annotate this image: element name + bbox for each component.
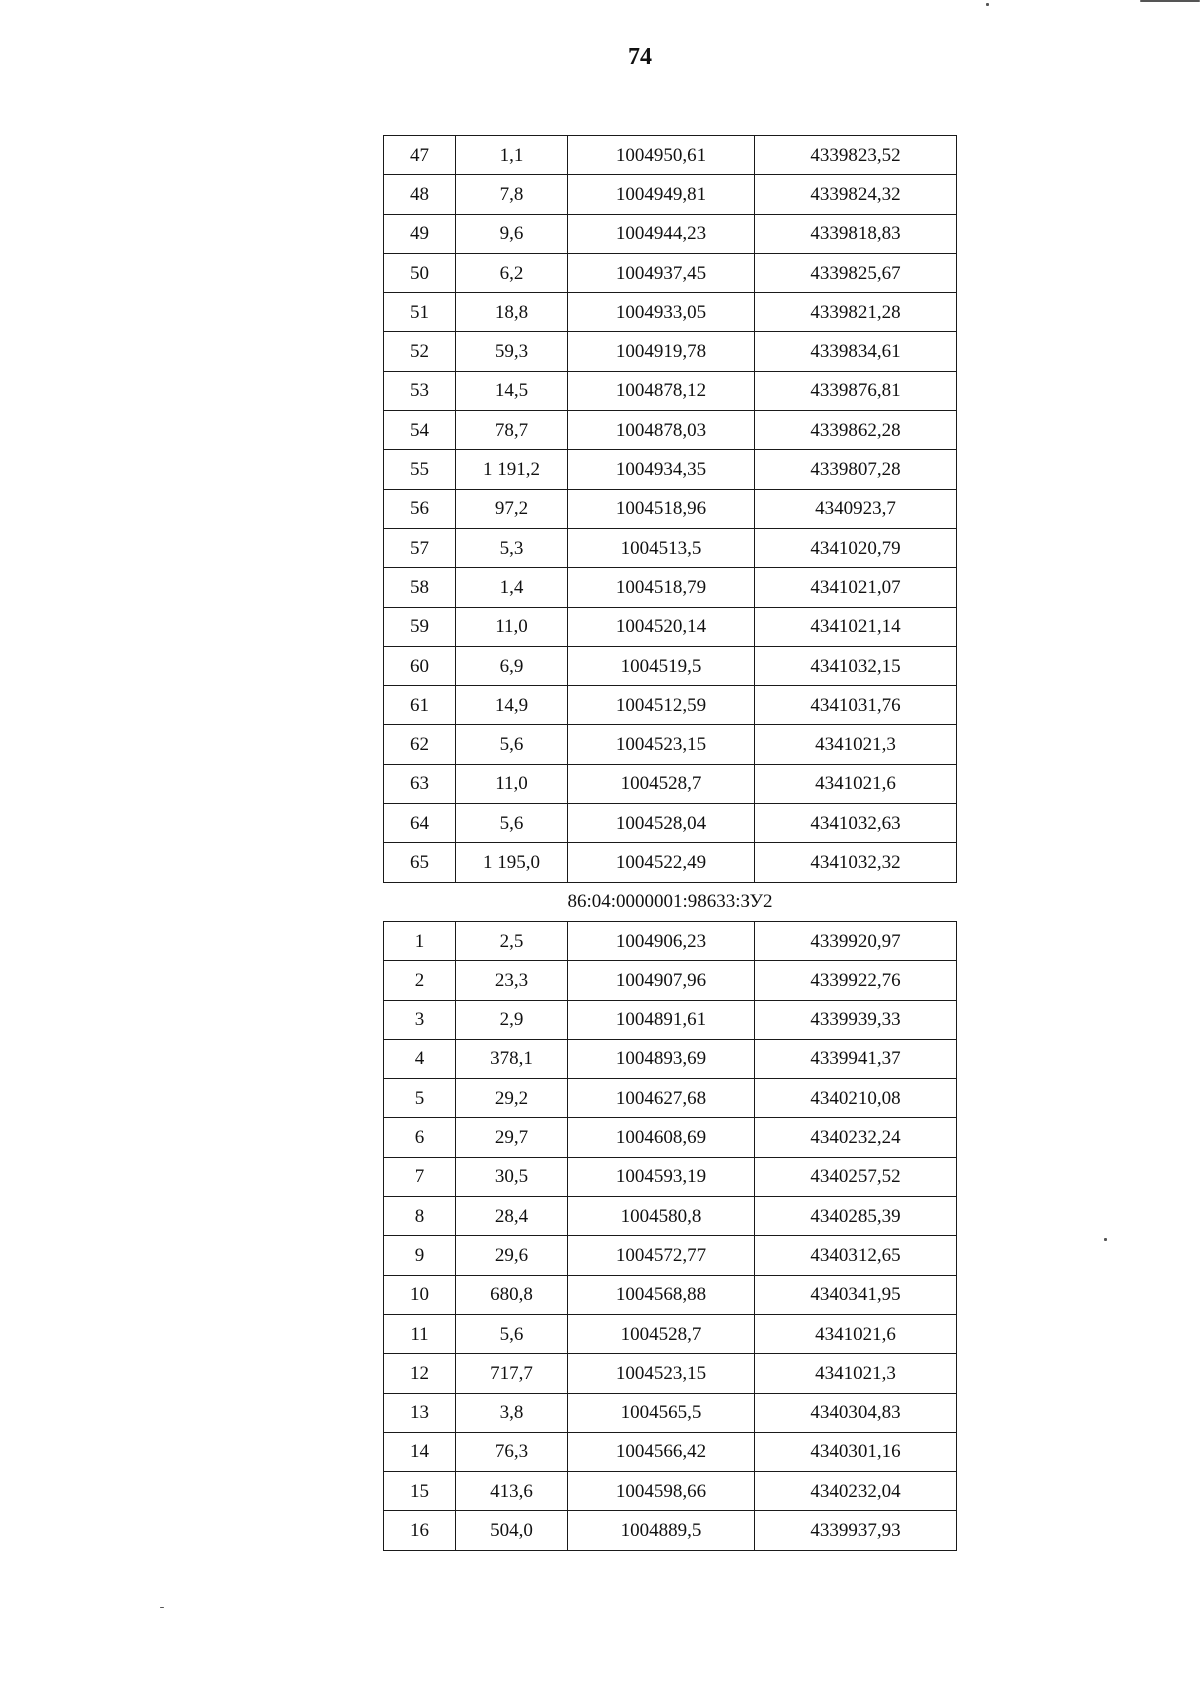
table-row — [384, 1236, 957, 1275]
y-coordinate-cell: 4341021,14 — [755, 607, 957, 646]
point-number-cell: 51 — [384, 293, 456, 332]
y-coordinate-cell: 4339876,81 — [755, 371, 957, 410]
x-coordinate-cell: 1004891,61 — [568, 1000, 755, 1039]
segment-length-cell: 11,0 — [456, 607, 568, 646]
x-coordinate-cell: 1004934,35 — [568, 450, 755, 489]
x-coordinate-cell: 1004528,7 — [568, 1314, 755, 1353]
y-coordinate-cell: 4340232,04 — [755, 1472, 957, 1511]
y-coordinate-cell: 4341021,3 — [755, 1354, 957, 1393]
y-coordinate-cell: 4339937,93 — [755, 1511, 957, 1550]
table-row — [384, 293, 957, 332]
point-number-cell: 2 — [384, 961, 456, 1000]
point-number-cell: 5 — [384, 1079, 456, 1118]
x-coordinate-cell: 1004523,15 — [568, 725, 755, 764]
point-number-cell: 63 — [384, 764, 456, 803]
table-row — [384, 764, 957, 803]
segment-length-cell: 9,6 — [456, 214, 568, 253]
table-row — [384, 1039, 957, 1078]
y-coordinate-cell: 4340301,16 — [755, 1432, 957, 1471]
segment-length-cell: 6,9 — [456, 646, 568, 685]
point-number-cell: 48 — [384, 175, 456, 214]
x-coordinate-cell: 1004572,77 — [568, 1236, 755, 1275]
x-coordinate-cell: 1004878,03 — [568, 411, 755, 450]
x-coordinate-cell: 1004893,69 — [568, 1039, 755, 1078]
table-row — [384, 646, 957, 685]
table-row — [384, 607, 957, 646]
table-row — [384, 1000, 957, 1039]
segment-length-cell: 28,4 — [456, 1197, 568, 1236]
point-number-cell: 10 — [384, 1275, 456, 1314]
segment-length-cell: 1 195,0 — [456, 843, 568, 882]
x-coordinate-cell: 1004520,14 — [568, 607, 755, 646]
point-number-cell: 62 — [384, 725, 456, 764]
table-row — [384, 136, 957, 175]
segment-length-cell: 6,2 — [456, 253, 568, 292]
table-row — [384, 961, 957, 1000]
y-coordinate-cell: 4340257,52 — [755, 1157, 957, 1196]
segment-length-cell: 378,1 — [456, 1039, 568, 1078]
point-number-cell: 52 — [384, 332, 456, 371]
y-coordinate-cell: 4341020,79 — [755, 528, 957, 567]
point-number-cell: 11 — [384, 1314, 456, 1353]
y-coordinate-cell: 4339939,33 — [755, 1000, 957, 1039]
segment-length-cell: 1,4 — [456, 568, 568, 607]
table-row — [384, 371, 957, 410]
y-coordinate-cell: 4341032,15 — [755, 646, 957, 685]
x-coordinate-cell: 1004568,88 — [568, 1275, 755, 1314]
x-coordinate-cell: 1004523,15 — [568, 1354, 755, 1393]
y-coordinate-cell: 4341032,63 — [755, 804, 957, 843]
x-coordinate-cell: 1004878,12 — [568, 371, 755, 410]
point-number-cell: 55 — [384, 450, 456, 489]
segment-length-cell: 413,6 — [456, 1472, 568, 1511]
point-number-cell: 57 — [384, 528, 456, 567]
x-coordinate-cell: 1004566,42 — [568, 1432, 755, 1471]
x-coordinate-cell: 1004522,49 — [568, 843, 755, 882]
coordinates-table — [383, 135, 957, 1551]
segment-length-cell: 76,3 — [456, 1432, 568, 1471]
scan-speck — [1104, 1238, 1107, 1241]
x-coordinate-cell: 1004944,23 — [568, 214, 755, 253]
segment-length-cell: 717,7 — [456, 1354, 568, 1393]
point-number-cell: 14 — [384, 1432, 456, 1471]
y-coordinate-cell: 4340210,08 — [755, 1079, 957, 1118]
x-coordinate-cell: 1004518,79 — [568, 568, 755, 607]
table-row — [384, 175, 957, 214]
point-number-cell: 7 — [384, 1157, 456, 1196]
x-coordinate-cell: 1004528,7 — [568, 764, 755, 803]
y-coordinate-cell: 4339922,76 — [755, 961, 957, 1000]
point-number-cell: 47 — [384, 136, 456, 175]
segment-length-cell: 504,0 — [456, 1511, 568, 1550]
x-coordinate-cell: 1004519,5 — [568, 646, 755, 685]
point-number-cell: 56 — [384, 489, 456, 528]
segment-length-cell: 5,6 — [456, 725, 568, 764]
point-number-cell: 53 — [384, 371, 456, 410]
segment-length-cell: 1 191,2 — [456, 450, 568, 489]
point-number-cell: 49 — [384, 214, 456, 253]
table-row — [384, 1432, 957, 1471]
segment-length-cell: 14,5 — [456, 371, 568, 410]
x-coordinate-cell: 1004919,78 — [568, 332, 755, 371]
segment-length-cell: 2,9 — [456, 1000, 568, 1039]
table-row — [384, 1275, 957, 1314]
table-row — [384, 725, 957, 764]
point-number-cell: 12 — [384, 1354, 456, 1393]
table-row — [384, 450, 957, 489]
y-coordinate-cell: 4341021,3 — [755, 725, 957, 764]
y-coordinate-cell: 4340312,65 — [755, 1236, 957, 1275]
segment-length-cell: 18,8 — [456, 293, 568, 332]
y-coordinate-cell: 4341031,76 — [755, 686, 957, 725]
table-row — [384, 1118, 957, 1157]
point-number-cell: 64 — [384, 804, 456, 843]
y-coordinate-cell: 4339807,28 — [755, 450, 957, 489]
x-coordinate-cell: 1004512,59 — [568, 686, 755, 725]
x-coordinate-cell: 1004950,61 — [568, 136, 755, 175]
x-coordinate-cell: 1004949,81 — [568, 175, 755, 214]
section-caption: 86:04:0000001:98633:ЗУ2 — [384, 882, 957, 921]
x-coordinate-cell: 1004598,66 — [568, 1472, 755, 1511]
table-row — [384, 1314, 957, 1353]
point-number-cell: 65 — [384, 843, 456, 882]
point-number-cell: 13 — [384, 1393, 456, 1432]
table-row — [384, 1511, 957, 1550]
point-number-cell: 58 — [384, 568, 456, 607]
y-coordinate-cell: 4339834,61 — [755, 332, 957, 371]
segment-length-cell: 5,6 — [456, 804, 568, 843]
point-number-cell: 1 — [384, 921, 456, 960]
y-coordinate-cell: 4339862,28 — [755, 411, 957, 450]
table-row — [384, 489, 957, 528]
x-coordinate-cell: 1004565,5 — [568, 1393, 755, 1432]
table-row — [384, 921, 957, 960]
segment-length-cell: 7,8 — [456, 175, 568, 214]
segment-length-cell: 5,6 — [456, 1314, 568, 1353]
y-coordinate-cell: 4339823,52 — [755, 136, 957, 175]
point-number-cell: 59 — [384, 607, 456, 646]
y-coordinate-cell: 4339920,97 — [755, 921, 957, 960]
x-coordinate-cell: 1004528,04 — [568, 804, 755, 843]
point-number-cell: 54 — [384, 411, 456, 450]
table-row — [384, 686, 957, 725]
x-coordinate-cell: 1004608,69 — [568, 1118, 755, 1157]
segment-length-cell: 29,6 — [456, 1236, 568, 1275]
point-number-cell: 60 — [384, 646, 456, 685]
x-coordinate-cell: 1004889,5 — [568, 1511, 755, 1550]
table-row — [384, 1157, 957, 1196]
segment-length-cell: 2,5 — [456, 921, 568, 960]
point-number-cell: 8 — [384, 1197, 456, 1236]
x-coordinate-cell: 1004580,8 — [568, 1197, 755, 1236]
y-coordinate-cell: 4341021,07 — [755, 568, 957, 607]
y-coordinate-cell: 4340923,7 — [755, 489, 957, 528]
table-row — [384, 568, 957, 607]
table-row — [384, 1354, 957, 1393]
segment-length-cell: 14,9 — [456, 686, 568, 725]
y-coordinate-cell: 4340232,24 — [755, 1118, 957, 1157]
segment-length-cell: 59,3 — [456, 332, 568, 371]
point-number-cell: 4 — [384, 1039, 456, 1078]
table-row — [384, 1197, 957, 1236]
segment-length-cell: 97,2 — [456, 489, 568, 528]
x-coordinate-cell: 1004513,5 — [568, 528, 755, 567]
y-coordinate-cell: 4339825,67 — [755, 253, 957, 292]
table-row — [384, 214, 957, 253]
y-coordinate-cell: 4340285,39 — [755, 1197, 957, 1236]
section-caption-row — [384, 882, 957, 921]
y-coordinate-cell: 4339818,83 — [755, 214, 957, 253]
table-row — [384, 1079, 957, 1118]
table-row — [384, 332, 957, 371]
segment-length-cell: 5,3 — [456, 528, 568, 567]
point-number-cell: 61 — [384, 686, 456, 725]
x-coordinate-cell: 1004937,45 — [568, 253, 755, 292]
point-number-cell: 9 — [384, 1236, 456, 1275]
point-number-cell: 50 — [384, 253, 456, 292]
y-coordinate-cell: 4340341,95 — [755, 1275, 957, 1314]
point-number-cell: 16 — [384, 1511, 456, 1550]
x-coordinate-cell: 1004906,23 — [568, 921, 755, 960]
y-coordinate-cell: 4341021,6 — [755, 764, 957, 803]
scan-speck — [1140, 0, 1200, 2]
segment-length-cell: 78,7 — [456, 411, 568, 450]
segment-length-cell: 11,0 — [456, 764, 568, 803]
segment-length-cell: 3,8 — [456, 1393, 568, 1432]
point-number-cell: 15 — [384, 1472, 456, 1511]
y-coordinate-cell: 4341032,32 — [755, 843, 957, 882]
table-row — [384, 528, 957, 567]
segment-length-cell: 30,5 — [456, 1157, 568, 1196]
y-coordinate-cell: 4339941,37 — [755, 1039, 957, 1078]
table-row — [384, 1393, 957, 1432]
point-number-cell: 6 — [384, 1118, 456, 1157]
point-number-cell: 3 — [384, 1000, 456, 1039]
segment-length-cell: 1,1 — [456, 136, 568, 175]
x-coordinate-cell: 1004518,96 — [568, 489, 755, 528]
segment-length-cell: 680,8 — [456, 1275, 568, 1314]
table-row — [384, 411, 957, 450]
scan-speck — [986, 3, 989, 6]
table-row — [384, 253, 957, 292]
segment-length-cell: 29,2 — [456, 1079, 568, 1118]
segment-length-cell: 29,7 — [456, 1118, 568, 1157]
y-coordinate-cell: 4341021,6 — [755, 1314, 957, 1353]
x-coordinate-cell: 1004933,05 — [568, 293, 755, 332]
table-row — [384, 804, 957, 843]
x-coordinate-cell: 1004593,19 — [568, 1157, 755, 1196]
scan-speck — [160, 1607, 164, 1608]
table-row — [384, 1472, 957, 1511]
x-coordinate-cell: 1004907,96 — [568, 961, 755, 1000]
y-coordinate-cell: 4340304,83 — [755, 1393, 957, 1432]
coordinates-table-body — [384, 136, 957, 1551]
x-coordinate-cell: 1004627,68 — [568, 1079, 755, 1118]
y-coordinate-cell: 4339824,32 — [755, 175, 957, 214]
table-row — [384, 843, 957, 882]
segment-length-cell: 23,3 — [456, 961, 568, 1000]
y-coordinate-cell: 4339821,28 — [755, 293, 957, 332]
page-number: 74 — [628, 44, 652, 70]
